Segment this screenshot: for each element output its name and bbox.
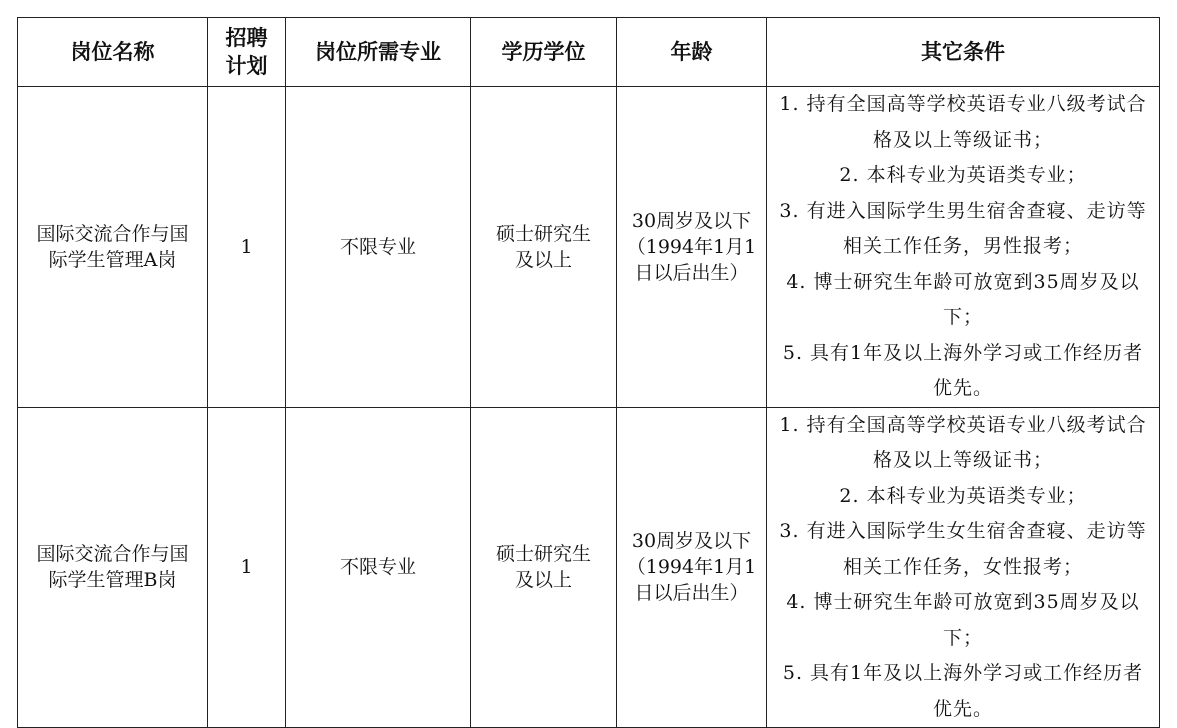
cell-major: 不限专业: [286, 87, 471, 408]
condition-item: 5. 具有1年及以上海外学习或工作经历者优先。: [782, 662, 1144, 720]
table-row: [18, 87, 1160, 408]
cell-age: [617, 87, 767, 408]
degree-text: 硕士研究生及以上: [495, 543, 591, 592]
table-row: [18, 407, 1160, 728]
cell-degree: [471, 407, 617, 728]
header-other-conditions: 其它条件: [767, 18, 1160, 87]
table-header-row: [18, 18, 1160, 87]
condition-item: 2. 本科专业为英语类专业；: [839, 484, 1087, 507]
condition-item: 3. 有进入国际学生女生宿舍查寝、走访等相关工作任务，女性报考；: [779, 520, 1147, 578]
condition-item: 3. 有进入国际学生男生宿舍查寝、走访等相关工作任务，男性报考；: [779, 199, 1147, 257]
header-age: 年龄: [617, 18, 767, 87]
cell-conditions: [767, 407, 1160, 728]
cell-plan: 1: [208, 407, 286, 728]
header-degree: 学历学位: [471, 18, 617, 87]
condition-item: 4. 博士研究生年龄可放宽到35周岁及以下；: [786, 591, 1140, 649]
header-position-name: 岗位名称: [18, 18, 208, 87]
position-name-text: 国际交流合作与国际学生管理A岗: [36, 222, 189, 271]
cell-position-name: [18, 407, 208, 728]
cell-age: [617, 407, 767, 728]
degree-text: 硕士研究生及以上: [495, 222, 591, 271]
condition-item: 4. 博士研究生年龄可放宽到35周岁及以下；: [786, 270, 1140, 328]
condition-item: 1. 持有全国高等学校英语专业八级考试合格及以上等级证书；: [779, 413, 1147, 471]
cell-plan: 1: [208, 87, 286, 408]
condition-item: 5. 具有1年及以上海外学习或工作经历者优先。: [782, 341, 1144, 399]
cell-major: 不限专业: [286, 407, 471, 728]
position-name-text: 国际交流合作与国际学生管理B岗: [36, 543, 189, 592]
cell-degree: [471, 87, 617, 408]
cell-conditions: [767, 87, 1160, 408]
age-text: 30周岁及以下（1994年1月1日以后出生）: [626, 209, 757, 284]
header-plan: 招聘 计划: [208, 18, 286, 87]
condition-item: 1. 持有全国高等学校英语专业八级考试合格及以上等级证书；: [779, 93, 1147, 151]
age-text: 30周岁及以下（1994年1月1日以后出生）: [626, 530, 757, 605]
cell-position-name: [18, 87, 208, 408]
header-major: 岗位所需专业: [286, 18, 471, 87]
condition-item: 2. 本科专业为英语类专业；: [839, 164, 1087, 186]
recruitment-table: [17, 17, 1160, 728]
